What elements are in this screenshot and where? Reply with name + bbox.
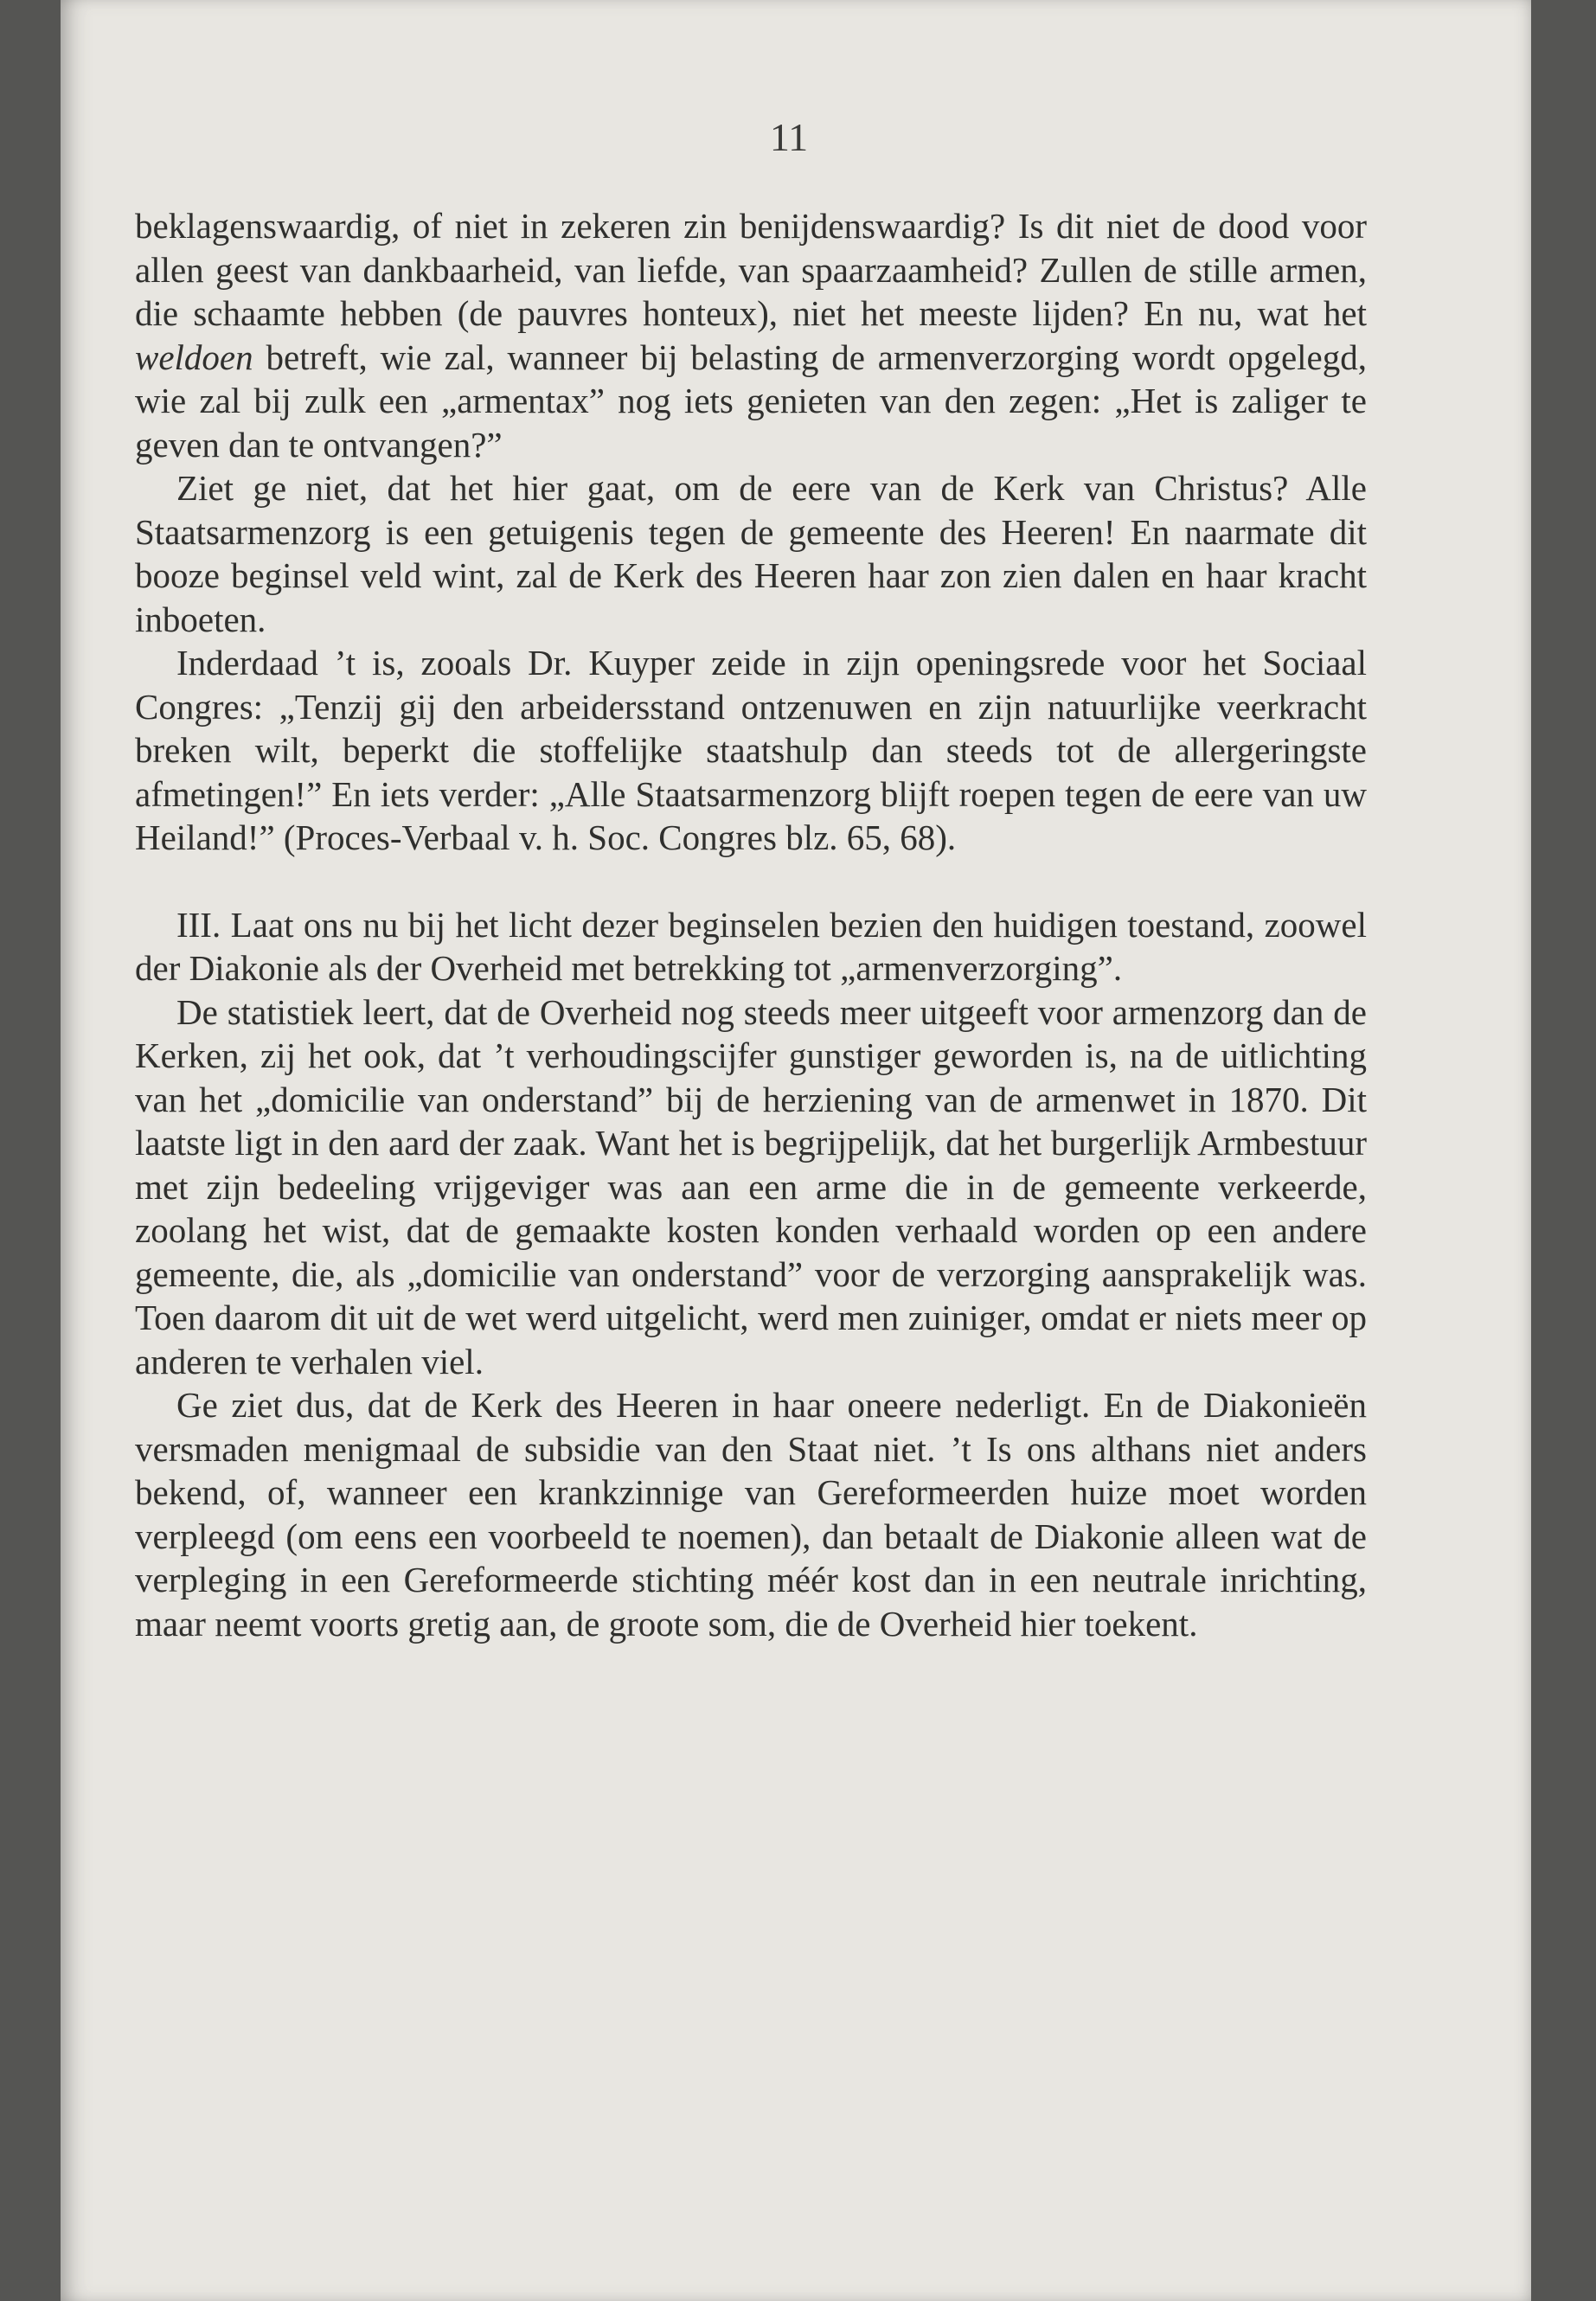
paragraph-1-text: beklagenswaardig, of niet in zekeren zin benijdenswaardig? Is dit niet de dood voor allen geest van dankbaarheid, van liefde, van spaarzaamheid? Zullen de stille armen, die schaamte hebben (de pauvres honteux), niet het meeste lijden? En nu, wat het xyxy=(135,206,1367,333)
paragraph-6: Ge ziet dus, dat de Kerk des Heeren in haar oneere nederligt. En de Diakonieën versmaden menigmaal de subsidie van den Staat niet. ’t Is ons althans niet anders bekend, of, wanneer een krankzinnige van Gereformeerden huize moet worden verpleegd (om eens een voorbeeld te noemen), dan betaalt de Diakonie alleen wat de verpleging in een Gereformeerde stichting méér kost dan in een neutrale inrichting, maar neemt voorts gretig aan, de groote som, die de Overheid hier toekent. xyxy=(135,1385,1367,1644)
paragraph-5: De statistiek leert, dat de Overheid nog steeds meer uitgeeft voor armenzorg dan de Kerken, zij het ook, dat ’t verhoudingscijfer gunstiger geworden is, na de uitlichting van het „domicilie van onderstand” bij de herziening van de armenwet in 1870. Dit laatste ligt in den aard der zaak. Want het is begrijpelijk, dat het burgerlijk Armbestuur met zijn bedeeling vrijgeviger was aan een arme die in de gemeente verkeerde, zoolang het wist, dat de gemaakte kosten konden verhaald worden op een andere gemeente, die, als „domicilie van onderstand” voor de verzorging aansprakelijk was. Toen daarom dit uit de wet werd uitgelicht, werd men zuiniger, omdat er niets meer op anderen te verhalen viel. xyxy=(135,991,1367,1381)
body-text xyxy=(135,204,1367,1645)
page-number: 11 xyxy=(769,115,809,159)
paragraph-1-emphasis: weldoen xyxy=(135,336,253,377)
paragraph-1 xyxy=(135,204,1367,466)
paragraph-1-text-after: betreft, wie zal, wanneer bij belasting de armenverzorging wordt opgelegd, wie zal bij zulk een „armentax” nog iets genieten van den zegen: „Het is zaliger te geven dan te ontvangen?” xyxy=(135,336,1367,465)
paragraph-3: Inderdaad ’t is, zooals Dr. Kuyper zeide in zijn openingsrede voor het Sociaal Congres: „Tenzij gij den arbeidersstand ontzenuwen en zijn natuurlijke veerkracht breken wilt, beperkt die stoffelijke staatshulp dan steeds tot de allergeringste afmetingen!” En iets verder: „Alle Staatsarmenzorg blijft roepen tegen de eere van uw Heiland!” (Proces-Verbaal v. h. Soc. Congres blz. 65, 68). xyxy=(135,643,1367,857)
paragraph-4-section-three: III. Laat ons nu bij het licht dezer beginselen bezien den huidigen toestand, zoowel der Diakonie als der Overheid met betrekking tot „armenverzorging”. xyxy=(135,904,1367,988)
book-page xyxy=(61,0,1531,2301)
paragraph-2: Ziet ge niet, dat het hier gaat, om de eere van de Kerk van Christus? Alle Staatsarmenzorg is een getuigenis tegen de gemeente des Heeren! En naarmate dit booze beginsel veld wint, zal de Kerk des Heeren haar zon zien dalen en haar kracht inboeten. xyxy=(135,468,1367,639)
